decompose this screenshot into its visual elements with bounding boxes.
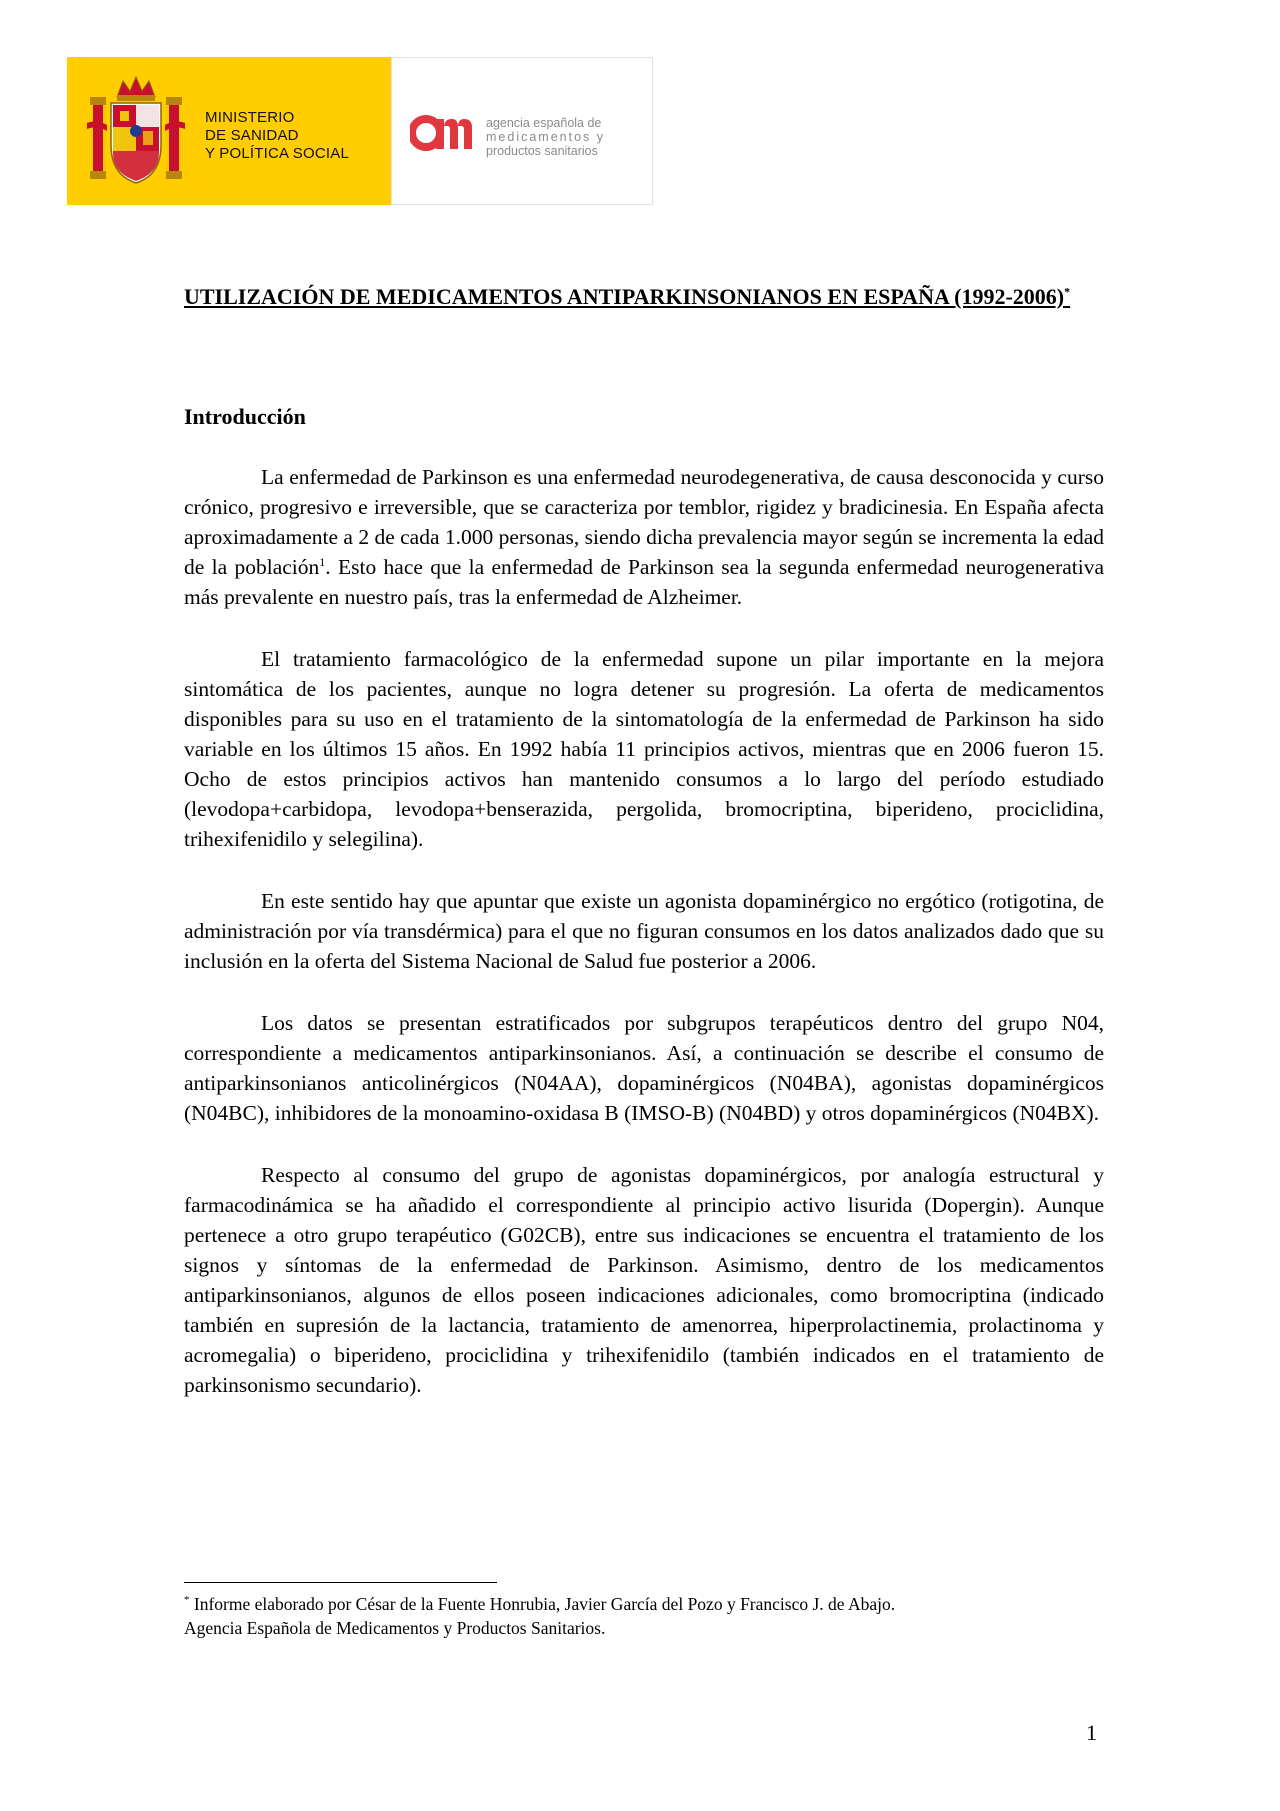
agency-name <box>486 116 605 158</box>
footnote-mark: * <box>184 1594 190 1607</box>
footnote-line-2: Agencia Española de Medicamentos y Productos Sanitarios. <box>184 1618 606 1638</box>
footnote-divider <box>184 1582 497 1583</box>
footnote-text-1: Informe elaborado por César de la Fuente Honrubia, Javier García del Pozo y Francisco J. de Abajo. <box>193 1594 896 1614</box>
coat-of-arms-icon <box>87 75 185 189</box>
paragraph-1 <box>184 462 1104 612</box>
agency-line-1: agencia española de <box>486 116 602 130</box>
paragraph-4: Los datos se presentan estratificados por subgrupos terapéuticos dentro del grupo N04, correspondiente a medicamentos antiparkinsonianos. Así, a continuación se describe el consumo de antiparkinsonianos anticolinérgicos (N04AA), dopaminérgicos (N04BA), agonistas dopaminérgicos (N04BC), inhibidores de la monoamino-oxidasa B (IMSO-B) (N04BD) y otros dopaminérgicos (N04BX). <box>184 1011 1104 1125</box>
reference-1[interactable]: 1 <box>319 554 326 569</box>
ministry-line-2: DE SANIDAD <box>205 127 299 144</box>
ministry-line-1: MINISTERIO <box>205 109 295 126</box>
footnote-line-1 <box>184 1592 1104 1616</box>
section-heading-introduccion: Introducción <box>184 404 306 429</box>
paragraph-3: En este sentido hay que apuntar que existe un agonista dopaminérgico no ergótico (rotigotina, de administración por vía transdérmica) para el que no figuran consumos en los datos analizados dado que su inclusión en la oferta del Sistema Nacional de Salud fue posterior a 2006. <box>184 889 1104 973</box>
agency-logo <box>391 57 653 205</box>
document-body <box>184 282 1105 1397</box>
page-number: 1 <box>1086 1720 1097 1745</box>
document-title <box>184 282 1104 312</box>
paragraphs <box>184 462 1104 1432</box>
agency-am-logo-icon <box>410 113 472 151</box>
agency-line-2: medicamentos y <box>486 130 606 144</box>
header-logos <box>67 57 653 205</box>
paragraph-1-text-b: . Esto hace que la enfermedad de Parkinson sea la segunda enfermedad neurogenerativa más prevalente en nuestro país, tras la enfermedad de Alzheimer. <box>184 555 1105 609</box>
paragraph-2: El tratamiento farmacológico de la enfermedad supone un pilar importante en la mejora sintomática de los pacientes, aunque no logra detener su progresión. La oferta de medicamentos disponibles para su uso en el tratamiento de la sintomatología de la enfermedad de Parkinson ha sido variable en los últimos 15 años. En 1992 había 11 principios activos, mientras que en 2006 fueron 15. Ocho de estos principios activos han mantenido consumos a lo largo del período estudiado (levodopa+carbidopa, levodopa+benserazida, pergolida, bromocriptina, biperideno, prociclidina, trihexifenidilo y selegilina). <box>184 647 1104 851</box>
footnote <box>184 1592 1104 1640</box>
ministry-logo <box>67 57 391 205</box>
paragraph-1-text-a: La enfermedad de Parkinson es una enfermedad neurodegenerativa, de causa desconocida y curso crónico, progresivo e irreversible, que se caracteriza por temblor, rigidez y bradicinesia. En España afecta aproximadamente a 2 de cada 1.000 personas, siendo dicha prevalencia mayor según se incrementa la edad de la población <box>184 465 1104 579</box>
agency-line-3: productos sanitarios <box>486 144 598 158</box>
title-text: UTILIZACIÓN DE MEDICAMENTOS ANTIPARKINSONIANOS EN ESPAÑA (1992-2006) <box>184 284 1065 309</box>
title-footnote-mark[interactable]: * <box>1064 284 1071 299</box>
paragraph-5: Respecto al consumo del grupo de agonistas dopaminérgicos, por analogía estructural y farmacodinámica se ha añadido el correspondiente al principio activo lisurida (Dopergin). Aunque pertenece a otro grupo terapéutico (G02CB), entre sus indicaciones se encuentra el tratamiento de los signos y síntomas de la enfermedad de Parkinson. Asimismo, dentro de los medicamentos antiparkinsonianos, algunos de ellos poseen indicaciones adicionales, como bromocriptina (indicado también en supresión de la lactancia, tratamiento de amenorrea, hiperprolactinemia, prolactinoma y acromegalia) o biperideno, prociclidina y trihexifenidilo (también indicados en el tratamiento de parkinsonismo secundario). <box>184 1163 1104 1397</box>
ministry-line-3: Y POLÍTICA SOCIAL <box>205 145 350 162</box>
ministry-name <box>205 109 349 163</box>
